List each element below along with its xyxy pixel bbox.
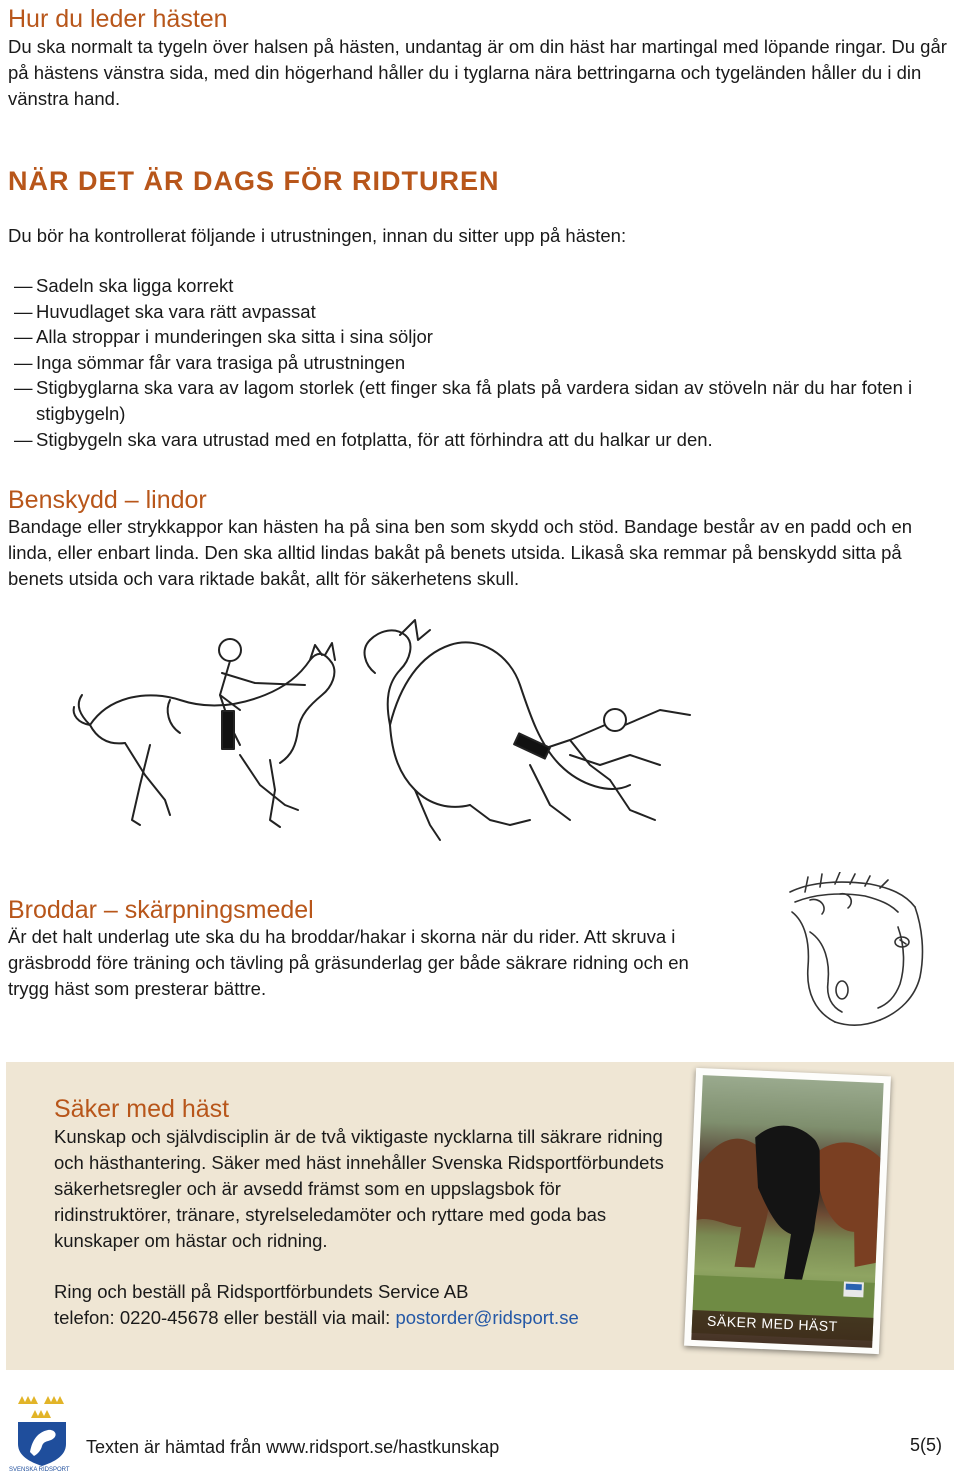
section-text-studs: Är det halt underlag ute ska du ha broddar/hakar i skorna när du rider. Att skruva i gräsbrodd före träning och tävling på gräsunderlag ger både säkrare ridning och en trygg häst som presterar bättre. [8, 926, 689, 999]
svenska-ridsport-logo [8, 1392, 78, 1472]
section-text-leading: Du ska normalt ta tygeln över halsen på hästen, undantag är om din häst har martingal med löpande ringar. Du går på hästens vänstra sida, med din högerhand håller du i tyglarna nära bettringarna och tygeländen håller du i din vänstra hand. [8, 36, 947, 109]
promo-phone-line [54, 1305, 714, 1331]
horseshoe-stud-illustration [780, 872, 930, 1032]
horses-photo-icon [692, 1075, 884, 1341]
section-title-studs: Broddar – skärpningsmedel [8, 896, 314, 924]
section-intro-ride: Du bör ha kontrollerat följande i utrustningen, innan du sitter upp på hästen: [8, 225, 627, 246]
section-title-leading: Hur du leder hästen [8, 5, 228, 33]
promo-email-link[interactable]: postorder@ridsport.se [395, 1307, 579, 1328]
promo-phone-text: telefon: 0220-45678 eller beställ via mail: [54, 1307, 396, 1328]
section-title-leg-protection: Benskydd – lindor [8, 486, 207, 514]
list-item: — Huvudlaget ska vara rätt avpassat [8, 299, 953, 325]
list-item: — Stigbygeln ska vara utrustad med en fotplatta, för att förhindra att du halkar ur den. [8, 427, 953, 453]
page-number: 5(5) [910, 1435, 943, 1455]
promo-text: Kunskap och självdisciplin är de två viktigaste nycklarna till säkrare ridning och hästhantering. Säker med häst innehåller Svenska Ridsportförbundets säkerhetsregler och är avsedd främst som en uppslagsbok för ridinstruktörer, tränare, styrelseledamöter och ryttare med goda bas kunskaper om hästar och ridning. [54, 1126, 664, 1251]
list-item: — Sadeln ska ligga korrekt [8, 273, 953, 299]
equipment-checklist [8, 273, 953, 452]
section-title-ride: NÄR DET ÄR DAGS FÖR RIDTUREN [8, 166, 500, 196]
list-item: — Stigbyglarna ska vara av lagom storlek (ett finger ska få plats på vardera sidan av stöveln när du har foten i stigbygeln) [8, 375, 953, 426]
list-item: — Alla stroppar i munderingen ska sitta i sina söljor [8, 324, 953, 350]
horse-rider-illustration [70, 615, 750, 860]
logo-text: SVENSKA RIDSPORT [9, 1467, 70, 1472]
promo-title: Säker med häst [54, 1095, 230, 1123]
list-item: — Inga sömmar får vara trasiga på utrustningen [8, 350, 953, 376]
section-text-leg-protection: Bandage eller strykkappor kan hästen ha på sina ben som skydd och stöd. Bandage består av en padd och en linda, eller enbart linda. Den ska alltid lindas bakåt på benets utsida. Likaså ska remmar på benskydd sitta på benets utsida och vara riktade bakåt, allt för säkerhetens skull. [8, 516, 913, 589]
book-cover-photo [692, 1075, 884, 1341]
footer-source: Texten är hämtad från www.ridsport.se/hastkunskap [86, 1437, 500, 1457]
book-cover [684, 1068, 891, 1354]
book-title: SÄKER MED HÄST [706, 1312, 839, 1335]
promo-order-line: Ring och beställ på Ridsportförbundets Service AB [54, 1281, 469, 1302]
